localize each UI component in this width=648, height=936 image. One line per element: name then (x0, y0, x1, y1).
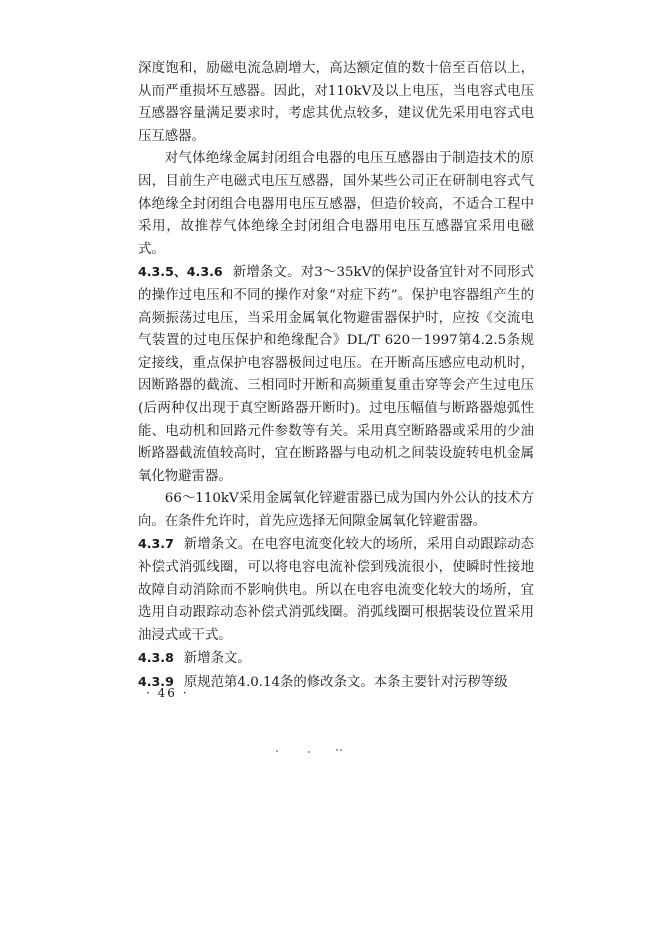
paragraph-text: 原规范第4.0.14条的修改条文。本条主要针对污秽等级 (183, 675, 508, 691)
clause-number: 4.3.9 (138, 674, 174, 690)
paragraph-2 (138, 148, 534, 261)
paragraph-1 (138, 58, 534, 148)
clause-number: 4.3.8 (138, 650, 174, 666)
paragraph-text: 新增条文。在电容电流变化较大的场所，采用自动跟踪动态补偿式消弧线圈，可以将电容电流补偿到残流很小，使瞬时性接地故障自动消除而不影响供电。所以在电容电流变化较大的场所，宜选用自动跟踪动态补偿式消弧线圈。消弧线圈可根据装设位置采用油浸式或干式。 (138, 537, 534, 643)
paragraph-text: 对气体绝缘金属封闭组合电器的电压互感器由于制造技术的原因，目前生产电磁式电压互感器，国外某些公司正在研制电容式气体绝缘全封闭组合电器用电压互感器，但造价较高，不适合工程中采用，故推荐气体绝缘全封闭组合电器用电压互感器宜采用电磁式。 (138, 151, 534, 257)
scan-speck (276, 750, 278, 752)
clause-number: 4.3.7 (138, 536, 174, 552)
clause-4-3-5-4-3-6 (138, 261, 534, 488)
clause-number: 4.3.5、4.3.6 (138, 264, 223, 280)
clause-4-3-9 (138, 671, 534, 695)
scan-speck (308, 751, 310, 753)
paragraph-4 (138, 488, 534, 533)
scan-speck (340, 749, 342, 751)
paragraph-text: 新增条文。对3～35kV的保护设备宜针对不同形式的操作过电压和不同的操作对象“对症下药”。保护电容器组产生的高频振荡过电压，当采用金属氧化物避雷器保护时，应按《交流电气装置的过电压保护和绝缘配合》DL/T 620－1997第4.2.5条规定接线，重点保护电容器极间过电压。在开断高压感应电动机时，因断路器的截流、三相同时开断和高频重复重击穿等会产生过电压(后两种仅出现于真空断路器开断时)。过电压幅值与断路器熄弧性能、电动机和回路元件参数等有关。采用真空断路器或采用的少油断路器截流值较高时，宜在断路器与电动机之间装设旋转电机金属氧化物避雷器。 (138, 265, 535, 484)
paragraph-text: 深度饱和，励磁电流急剧增大，高达额定值的数十倍至百倍以上，从而严重损坏互感器。因此，对110kV及以上电压，当电容式电压互感器容量满足要求时，考虑其优点较多，建议优先采用电容式电压互感器。 (138, 61, 534, 144)
clause-4-3-7 (138, 533, 534, 647)
body-text (138, 58, 534, 695)
paragraph-text: 66～110kV采用金属氧化锌避雷器已成为国内外公认的技术方向。在条件允许时，首先应选择无间隙金属氧化锌避雷器。 (138, 491, 534, 529)
page-number: · 46 · (146, 686, 189, 700)
clause-4-3-8 (138, 647, 534, 671)
paragraph-text: 新增条文。 (183, 651, 251, 667)
scan-speck (336, 749, 338, 751)
scan-artifact (270, 748, 360, 754)
